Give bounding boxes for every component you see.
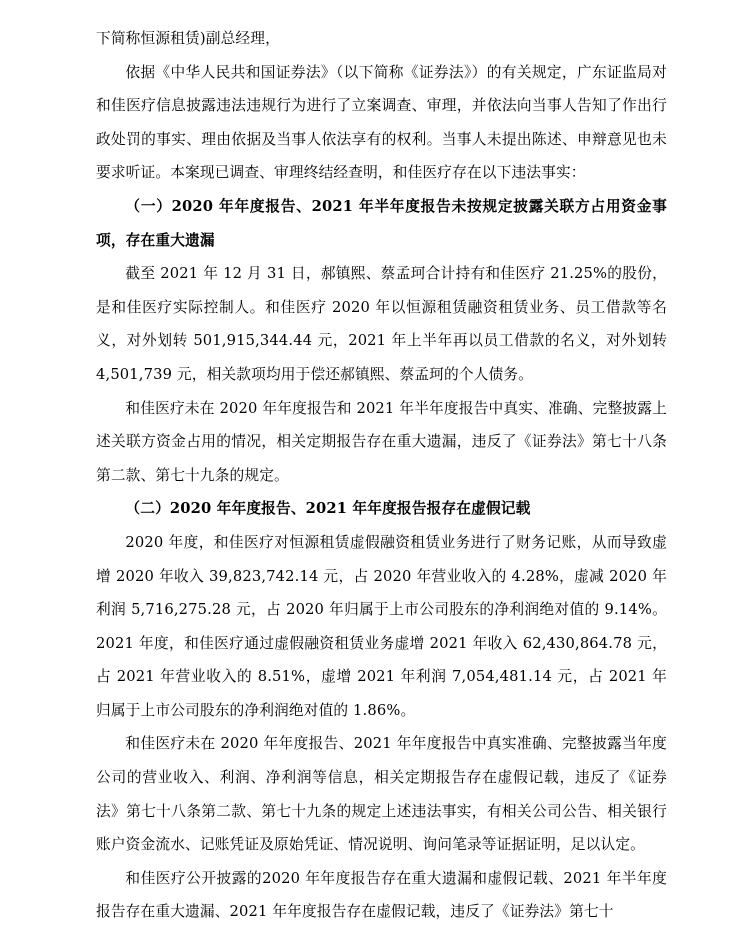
paragraph-false-records-conclusion: 和佳医疗未在 2020 年年度报告、2021 年年度报告中真实准确、完整披露当年度公司的营业收入、利润、净利润等信息，相关定期报告存在虚假记载，违反了《证券法》第七十八条第二款、第七十九条的规定上述违法事实，有相关公司公告、相关银行账户资金流水、记账凭证及原始凭证、情况说明、询问笔录等证据证明，足以认定。 <box>96 735 667 854</box>
paragraph-legal-basis: 依据《中华人民共和国证券法》（以下简称《证券法》）的有关规定，广东证监局对和佳医疗信息披露违法违规行为进行了立案调查、审理，并依法向当事人告知了作出行政处罚的事实、理由依据及当事人依法享有的权利。当事人未提出陈述、申辩意见也未要求听证。本案现已调查、审理终结经查明，和佳医疗存在以下违法事实： <box>96 63 667 182</box>
paragraph-continuation-top: 下简称恒源租赁)副总经理， <box>96 30 280 47</box>
paragraph-summary-final: 和佳医疗公开披露的2020 年年度报告存在重大遗漏和虚假记载、2021 年半年度报告存在重大遗漏、2021 年年度报告存在虚假记载，违反了《证券法》第七十 <box>96 869 667 921</box>
paragraph-omission-conclusion: 和佳医疗未在 2020 年年度报告和 2021 年半年度报告中真实、准确、完整披露上述关联方资金占用的情况，相关定期报告存在重大遗漏，违反了《证券法》第七十八条第二款、第七十九条的规定。 <box>96 399 667 484</box>
paragraph-shareholding: 截至 2021 年 12 月 31 日，郝镇熙、蔡孟珂合计持有和佳医疗 21.25%的股份，是和佳医疗实际控制人。和佳医疗 2020 年以恒源租赁融资租赁业务、员工借款等名义，对外划转 501,915,344.44 元，2021 年上半年再以员工借款的名义，对外划转 4,501,739 元，相关款项均用于偿还郝镇熙、蔡孟珂的个人债务。 <box>96 265 667 383</box>
heading-section-2: （二）2020 年年度报告、2021 年年度报告报存在虚假记载 <box>125 500 531 518</box>
heading-section-1: （一）2020 年年度报告、2021 年半年度报告未按规定披露关联方占用资金事项，存在重大遗漏 <box>96 197 667 249</box>
document-body <box>96 22 667 929</box>
paragraph-false-records-detail: 2020 年度，和佳医疗对恒源租赁虚假融资租赁业务进行了财务记账，从而导致虚增 2020 年收入 39,823,742.14 元，占 2020 年营业收入的 4.28%，虚减 2020 年利润 5,716,275.28 元，占 2020 年归属于上市公司股东的净利润绝对值的 9.14%。2021 年度，和佳医疗通过虚假融资租赁业务虚增 2021 年收入 62,430,864.78 元，占 2021 年营业收入的 8.51%，虚增 2021 年利润 7,054,481.14 元，占 2021 年归属于上市公司股东的净利润绝对值的 1.86%。 <box>96 533 667 719</box>
